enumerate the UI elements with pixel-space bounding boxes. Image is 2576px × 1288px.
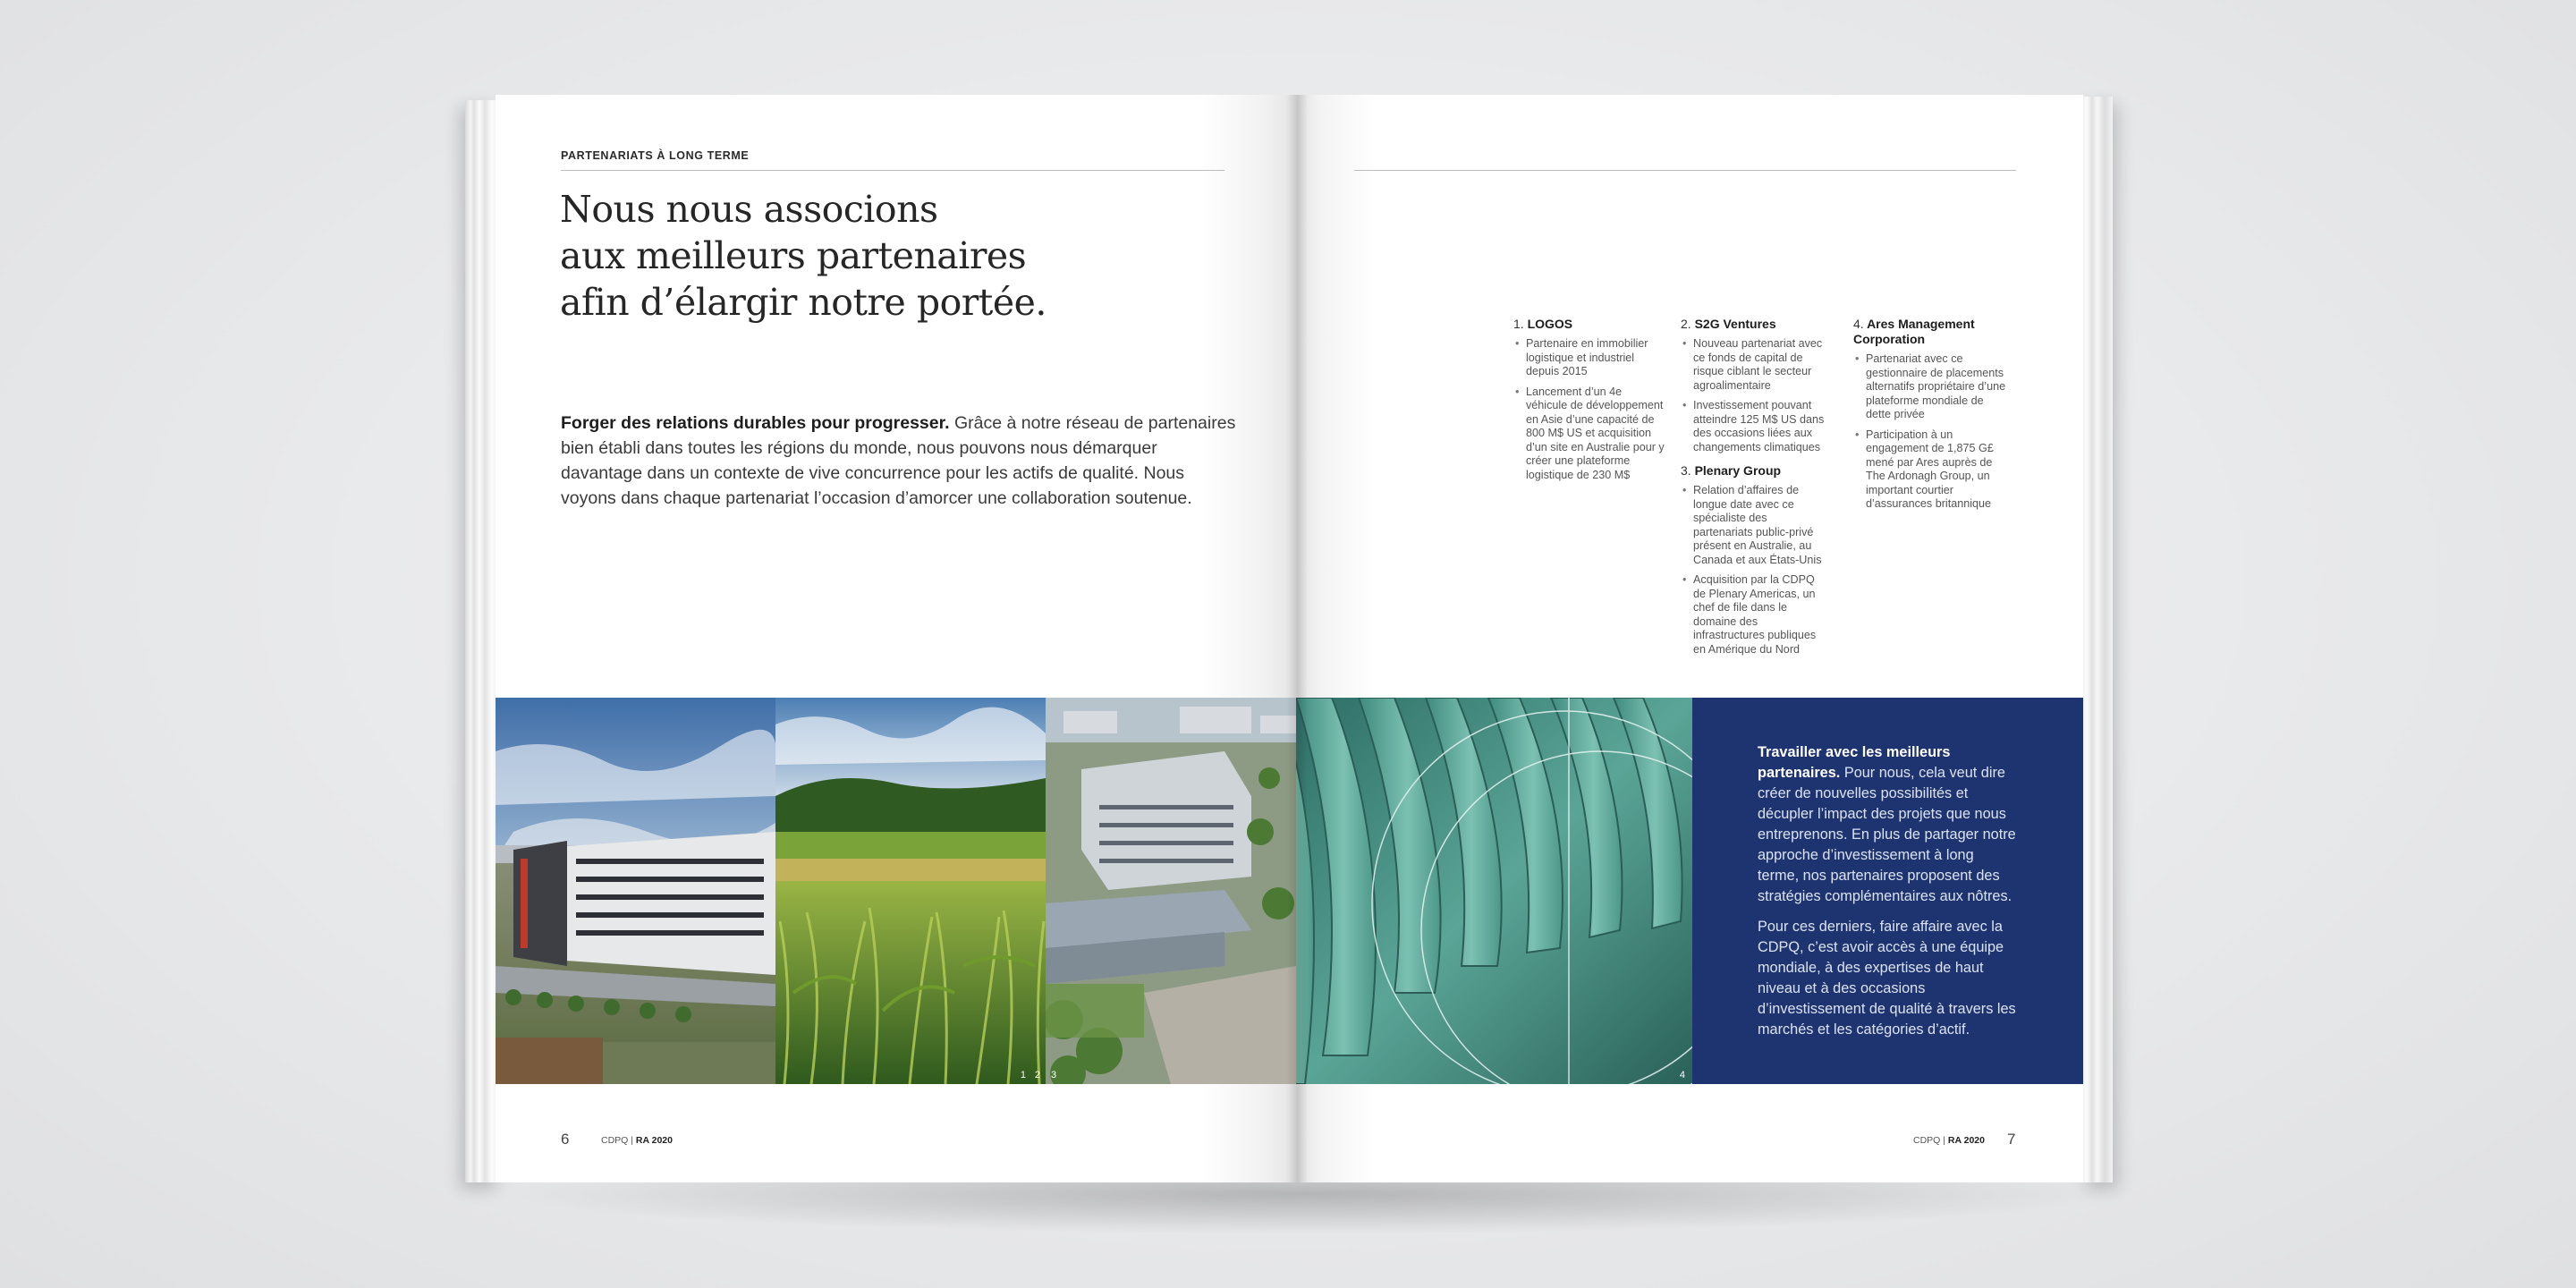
left-page bbox=[496, 95, 1296, 1182]
photo-number-2: 2 bbox=[1034, 1070, 1040, 1080]
page-stack-right bbox=[2081, 97, 2113, 1182]
partner-number: 4. bbox=[1853, 317, 1864, 331]
report-name: RA 2020 bbox=[1947, 1135, 1985, 1146]
partner-points-2 bbox=[1681, 337, 1828, 454]
page-number-left: 6 bbox=[561, 1131, 570, 1148]
partner-number: 1. bbox=[1513, 317, 1524, 331]
intro-lead: Forger des relations durables pour progresser. bbox=[561, 413, 950, 433]
header-rule-right bbox=[1354, 170, 2016, 171]
partner-point: • Partenariat avec ce gestionnaire de placements alternatifs propriétaire d’une plateforme mondiale de dette privée bbox=[1853, 352, 2010, 422]
callout-paragraph-2: Pour ces derniers, faire affaire avec la CDPQ, c’est avoir accès à une équipe mondiale, à des expertises de haut niveau et à des occasions d’investissement de qualité à travers les marchés et les catégories d’actif. bbox=[1758, 919, 2016, 1038]
partner-name: Plenary Group bbox=[1694, 463, 1782, 478]
intro-paragraph bbox=[561, 411, 1241, 511]
photo-number-4: 4 bbox=[1679, 1070, 1685, 1080]
spine-gutter bbox=[1286, 95, 1308, 1182]
partner-point: • Partenaire en immobilier logistique et industriel depuis 2015 bbox=[1513, 337, 1665, 379]
partner-heading-1 bbox=[1513, 317, 1665, 332]
photo-number-3: 3 bbox=[1051, 1070, 1057, 1080]
photo-campus-aerial bbox=[1046, 698, 1296, 1084]
report-name: RA 2020 bbox=[635, 1135, 673, 1146]
brand-separator: | bbox=[631, 1135, 633, 1146]
partner-name: Ares Management Corporation bbox=[1853, 317, 1975, 346]
callout-paragraph-1 bbox=[1758, 742, 2017, 907]
partners-column-1 bbox=[1513, 317, 1665, 491]
partners-column-2 bbox=[1681, 317, 1828, 665]
brand-footer-left bbox=[601, 1135, 673, 1146]
partner-number: 3. bbox=[1681, 463, 1691, 478]
photo-cornfield bbox=[775, 698, 1046, 1084]
partner-point: • Acquisition par la CDPQ de Plenary Americas, un chef de file dans le domaine des infrastructures publiques en Amérique du Nord bbox=[1681, 573, 1828, 657]
partner-point: • Nouveau partenariat avec ce fonds de capital de risque ciblant le secteur agroalimentaire bbox=[1681, 337, 1828, 393]
partner-name: S2G Ventures bbox=[1694, 317, 1776, 331]
partner-heading-3 bbox=[1681, 463, 1828, 479]
headline-line-3: afin d’élargir notre portée. bbox=[560, 281, 1046, 324]
partner-name: LOGOS bbox=[1527, 317, 1573, 331]
right-page bbox=[1296, 95, 2083, 1182]
headline-line-1: Nous nous associons bbox=[560, 188, 938, 231]
partner-points-3 bbox=[1681, 484, 1828, 657]
partner-point: • Participation à un engagement de 1,875 G£ mené par Ares auprès de The Ardonagh Group, un important courtier d’assurances britannique bbox=[1853, 428, 2010, 512]
intro-body: Grâce à notre réseau de partenaires bien établi dans toutes les régions du monde, nous pouvons nous démarquer davantage dans un contexte de vive concurrence pour les actifs de qualité. Nous voyons dans chaque partenariat l’occasion d’amorcer une collaboration soutenue. bbox=[561, 413, 1236, 508]
header-rule bbox=[561, 170, 1224, 171]
partners-callout-box bbox=[1692, 698, 2083, 1084]
brand-separator: | bbox=[1943, 1135, 1945, 1146]
magazine-spread bbox=[465, 95, 2113, 1184]
partner-number: 2. bbox=[1681, 317, 1691, 331]
partner-point: • Investissement pouvant atteindre 125 M$ US dans des occasions liées aux changements climatiques bbox=[1681, 399, 1828, 454]
partner-heading-2 bbox=[1681, 317, 1828, 332]
partner-heading-4 bbox=[1853, 317, 2010, 347]
headline bbox=[560, 186, 1141, 326]
callout-body-1: Pour nous, cela veut dire créer de nouvelles possibilités et décupler l’impact des projets que nous entreprenons. En plus de partager notre approche d’investissement à long terme, nos partenaires proposent des stratégies complémentaires aux nôtres. bbox=[1758, 765, 2016, 904]
brand-name: CDPQ bbox=[1913, 1135, 1941, 1146]
callout-lead: Travailler avec les meilleurs partenaires. bbox=[1758, 744, 1951, 781]
photo-turbine-blades bbox=[1296, 698, 1692, 1084]
brand-name: CDPQ bbox=[601, 1135, 629, 1146]
partner-points-1 bbox=[1513, 337, 1665, 482]
photo-number-1: 1 bbox=[1020, 1070, 1026, 1080]
photo-logistics-building bbox=[496, 698, 775, 1084]
partner-points-4 bbox=[1853, 352, 2010, 512]
page-number-right: 7 bbox=[2007, 1131, 2016, 1148]
partner-point: • Lancement d’un 4e véhicule de développement en Asie d’une capacité de 800 M$ US et acquisition d’un site en Australie pour y créer une plateforme logistique de 230 M$ bbox=[1513, 386, 1665, 483]
partner-point: • Relation d’affaires de longue date avec ce spécialiste des partenariats public-privé présent en Australie, au Canada et aux États-Unis bbox=[1681, 484, 1828, 567]
section-kicker: PARTENARIATS À LONG TERME bbox=[561, 149, 750, 162]
brand-footer-right bbox=[1913, 1135, 1985, 1146]
partners-column-3 bbox=[1853, 317, 2010, 521]
headline-line-2: aux meilleurs partenaires bbox=[560, 234, 1027, 277]
